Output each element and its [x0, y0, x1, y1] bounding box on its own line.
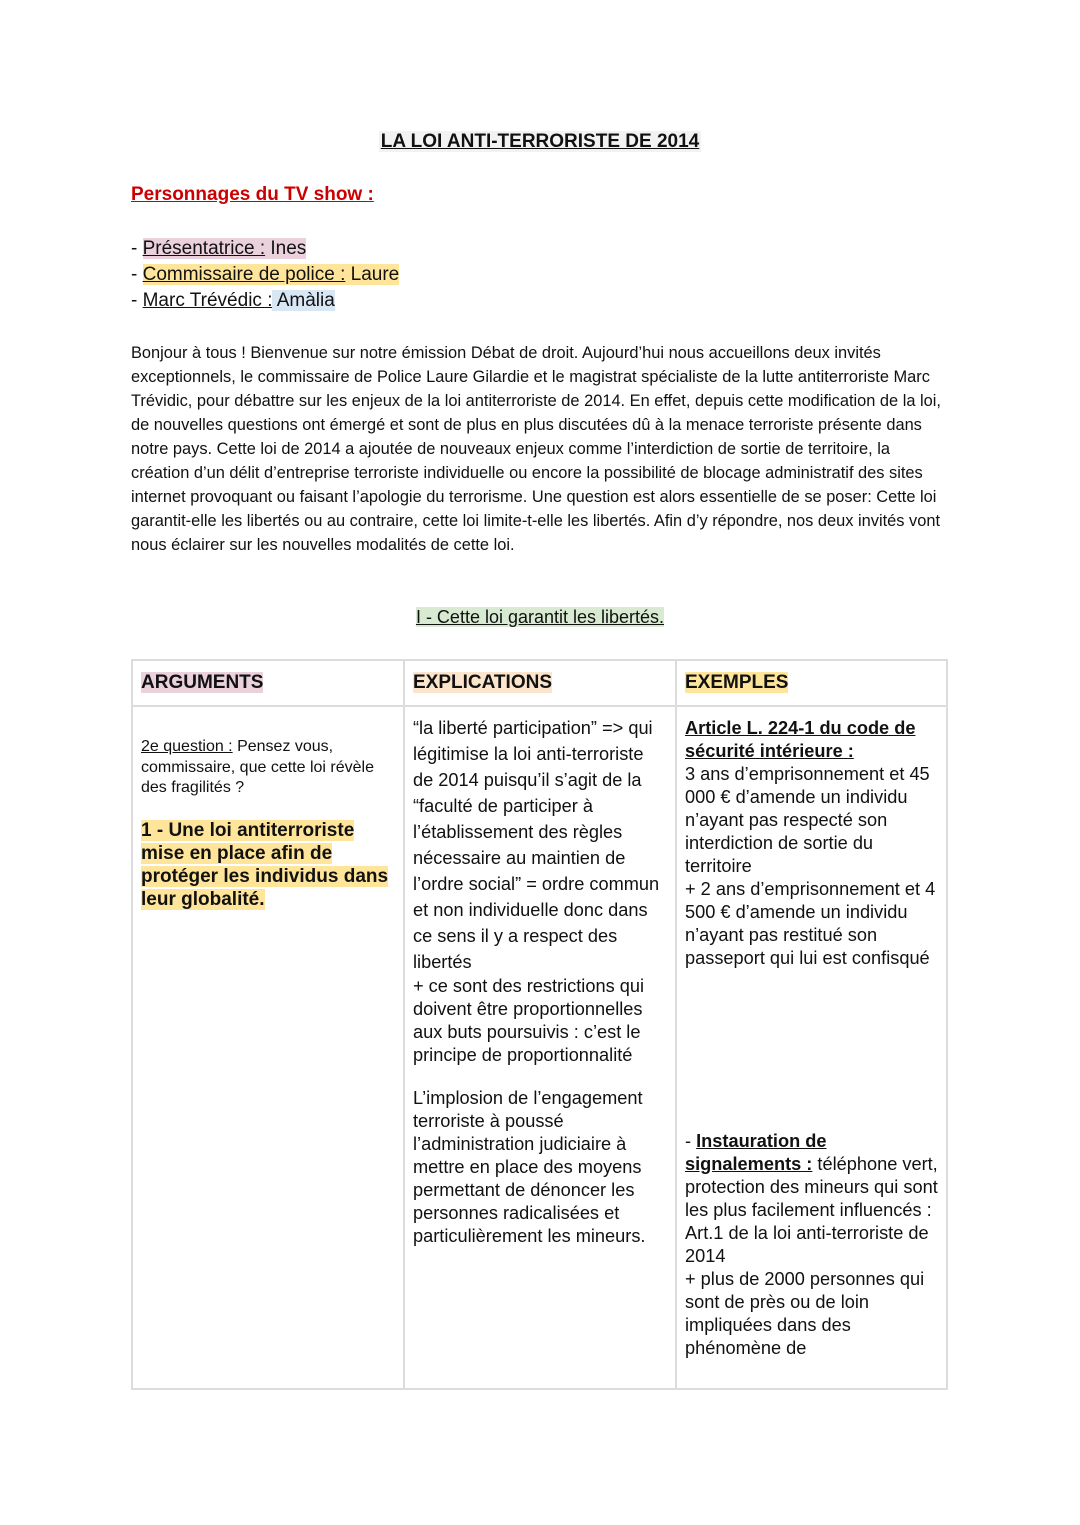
explications-cell — [404, 706, 676, 1389]
explication-1: “la liberté participation” => qui légitimise la loi anti-terroriste de 2014 puisqu’il s’agit de la “faculté de participer à l’établissement des règles nécessaire au maintien de l’ordre social” = ordre commun et non individuelle donc dans ce sens il y a respect des libertés — [413, 718, 660, 972]
header-explications: EXPLICATIONS — [404, 660, 676, 706]
example-1-title: Article L. 224-1 du code de sécurité intérieure : — [685, 718, 916, 761]
cast-item-presenter: - Présentatrice : Ines — [131, 238, 307, 259]
example-2-text-2: + plus de 2000 personnes qui sont de près ou de loin impliquées dans des phénomène de — [685, 1269, 925, 1358]
intro-paragraph: Bonjour à tous ! Bienvenue sur notre émission Débat de droit. Aujourd’hui nous accueillons deux invités exceptionnels, le commissaire de Police Laure Gilardie et le magistrat spécialiste de la lutte antiterroriste Marc Trévidic, pour débattre sur les enjeux de la loi antiterroriste de 2014. En effet, depuis cette modification de la loi, de nouvelles questions ont émergé et sont de plus en plus discutées dû à la menace terroriste présente dans notre pays. Cette loi de 2014 a ajoutée de nouveaux enjeux comme l’interdiction de sortie de territoire, la création d’un délit d’entreprise terroriste individuelle ou encore la possibilité de blocage administratif des sites internet provoquant ou faisant l’apologie du terrorisme. Une question est alors essentielle de se poser: Cette loi garantit-elle les libertés ou au contraire, cette loi limite-t-elle les libertés. Afin d’y répondre, nos deux invités vont nous éclairer sur les nouvelles modalités de cette loi. — [131, 344, 941, 554]
arguments-table — [131, 659, 948, 1390]
exemples-cell — [676, 706, 947, 1389]
header-exemples: EXEMPLES — [676, 660, 947, 706]
question: 2e question : Pensez vous, commissaire, que cette loi révèle des fragilités ? — [141, 738, 374, 796]
example-2: - Instauration de signalements : téléphone vert, protection des mineurs qui sont les plus facilement influencés : Art.1 de la loi anti-terroriste de 2014 — [685, 1131, 938, 1266]
explication-2: + ce sont des restrictions qui doivent être proportionnelles aux buts poursuivis : c’est le principe de proportionnalité — [413, 976, 644, 1065]
explication-3: L’implosion de l’engagement terroriste à poussé l’administration judiciaire à mettre en place des moyens permettant de dénoncer les personnes radicalisées et particulièrement les mineurs. — [413, 1088, 646, 1246]
cast-item-magistrate: - Marc Trévédic : Amàlia — [131, 290, 335, 311]
document-title: LA LOI ANTI-TERRORISTE DE 2014 — [380, 131, 700, 152]
example-1-text-2: + 2 ans d’emprisonnement et 4 500 € d’amende un individu n’ayant pas restitué son passeport qui lui est confisqué — [685, 879, 936, 968]
example-1-text-1: 3 ans d’emprisonnement et 45 000 € d’amende un individu n’ayant pas respecté son interdiction de sortie du territoire — [685, 764, 930, 876]
cast-heading: Personnages du TV show : — [131, 184, 374, 205]
header-arguments: ARGUMENTS — [132, 660, 404, 706]
section-heading: I - Cette loi garantit les libertés. — [415, 607, 665, 627]
cast-list — [131, 236, 399, 314]
cast-item-commissioner: - Commissaire de police : Laure — [131, 264, 400, 285]
argument-text: 1 - Une loi antiterroriste mise en place afin de protéger les individus dans leur globalité. — [141, 819, 389, 910]
arguments-cell — [132, 706, 404, 1389]
